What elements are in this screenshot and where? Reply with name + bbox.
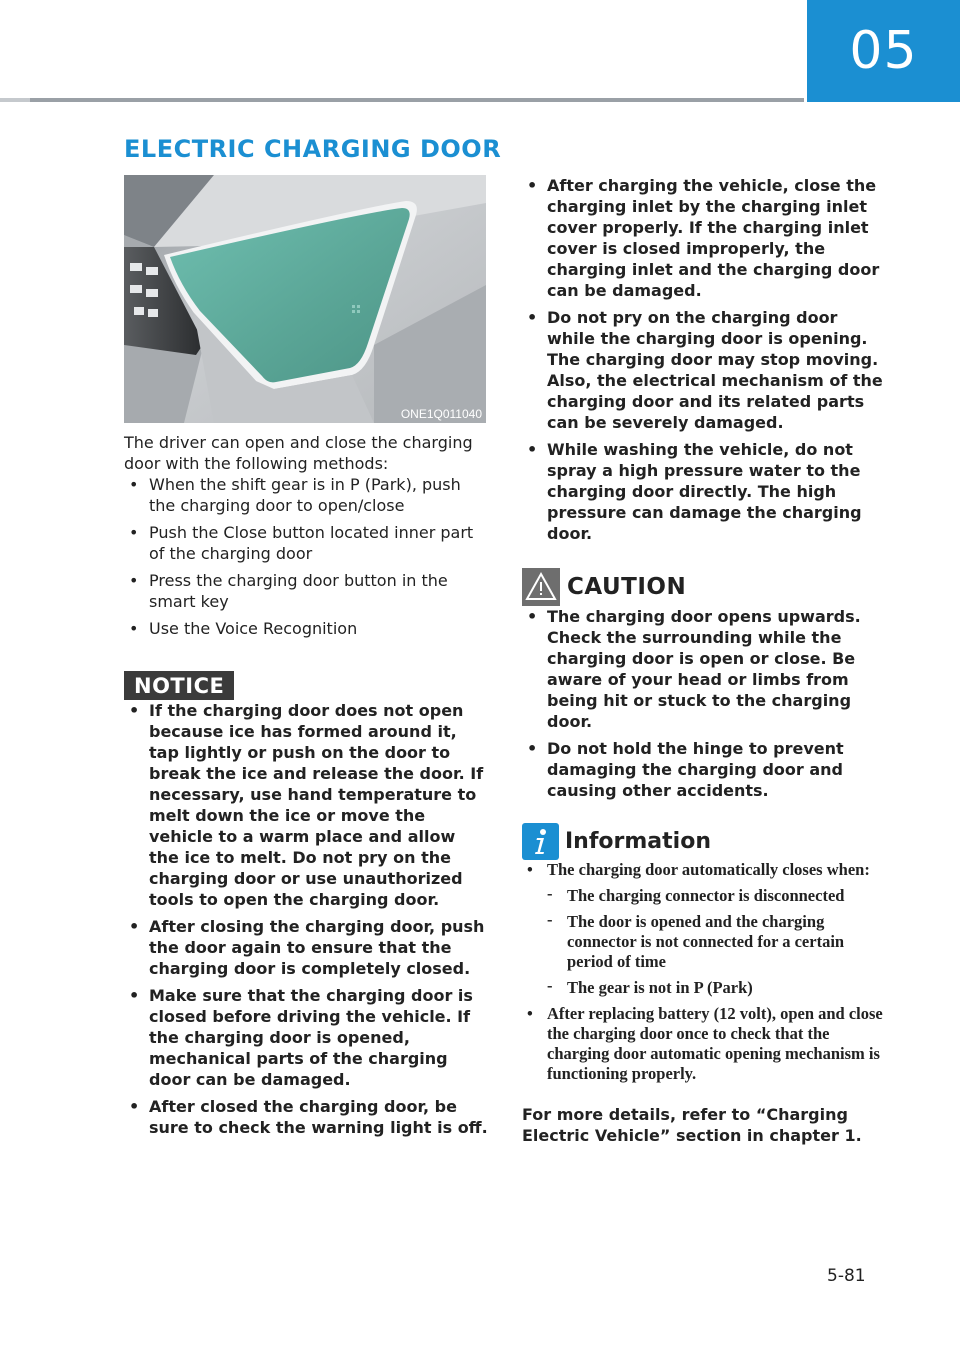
intro-text: The driver can open and close the charging door with the following methods: — [124, 433, 473, 473]
chapter-tab — [807, 0, 960, 102]
list-item: • Use the Voice Recognition — [129, 619, 358, 638]
sub-list-item: - The charging connector is disconnected — [547, 884, 845, 905]
charging-door-figure — [124, 175, 486, 423]
reference-note: For more details, refer to “Charging Electric Vehicle” section in chapter 1. — [522, 1105, 862, 1145]
sub-list — [547, 886, 886, 998]
caution-list — [522, 606, 886, 801]
list-item: • After closed the charging door, be sure to check the warning light is off. — [129, 1097, 488, 1137]
notice-label: NOTICE — [124, 671, 234, 700]
list-item: • Press the charging door button in the smart key — [129, 571, 448, 611]
header-rule — [0, 98, 804, 102]
list-item: • When the shift gear is in P (Park), push the charging door to open/close — [129, 475, 461, 515]
list-item: • After replacing battery (12 volt), open and close the charging door once to check that the charging door automatic opening mechanism is functioning properly. — [527, 1004, 883, 1083]
list-item: • The charging door opens upwards. Check the surrounding while the charging door is open or close. Be aware of your head or limbs from being hit or stuck to the charging door. — [527, 607, 861, 731]
sub-list-item: - The door is opened and the charging connector is not connected for a certain period of time — [547, 910, 845, 971]
list-item: • Do not pry on the charging door while the charging door is opening. The charging door may stop moving. Also, the electrical mechanism of the charging door and its related parts can be severely damaged. — [527, 308, 883, 432]
list-item: • After charging the vehicle, close the charging inlet by the charging inlet cover properly. If the charging inlet cover is closed improperly, the charging inlet and the charging door can be damaged. — [527, 176, 880, 300]
method-list — [124, 474, 488, 639]
charging-door-illustration — [124, 175, 486, 423]
page-number: 5-81 — [827, 1266, 866, 1286]
list-item: • After closing the charging door, push the door again to ensure that the charging door is completely closed. — [129, 917, 485, 978]
information-header — [522, 823, 886, 860]
figure-code: ONE1Q011040 — [400, 407, 482, 421]
list-item: • Push the Close button located inner part of the charging door — [129, 523, 474, 563]
list-item: • If the charging door does not open because ice has formed around it, tap lightly or push on the door to break the ice and release the door. If necessary, use hand temperature to melt down the ice or move the vehicle to a warm place and allow the ice to melt. Do not pry on the charging door or use unauthorized tools to open the charging door. — [129, 701, 484, 909]
right-column — [522, 175, 886, 1146]
notice-list — [124, 700, 488, 1138]
notice-list-continued — [522, 175, 886, 544]
information-list — [522, 860, 886, 1084]
list-item: • The charging door automatically closes when: - The charging connector is disconnected - The door is opened and the charging connector is not connected for a certain period of time - The gear is not in P (Park) — [522, 860, 886, 998]
list-item: • Do not hold the hinge to prevent damaging the charging door and causing other accidents. — [527, 739, 844, 800]
information-title: Information — [565, 829, 711, 854]
list-item: • While washing the vehicle, do not spray a high pressure water to the charging door directly. The high pressure can damage the charging door. — [527, 440, 862, 543]
left-column — [124, 432, 488, 1144]
list-item: • Make sure that the charging door is closed before driving the vehicle. If the charging door is opened, mechanical parts of the charging door can be damaged. — [129, 986, 473, 1089]
chapter-number: 05 — [849, 21, 918, 81]
section-title: ELECTRIC CHARGING DOOR — [124, 135, 502, 163]
caution-header — [522, 568, 886, 606]
information-icon — [522, 823, 559, 860]
caution-title: CAUTION — [567, 574, 687, 600]
warning-triangle-icon — [522, 568, 560, 606]
sub-list-item: - The gear is not in P (Park) — [547, 976, 753, 997]
